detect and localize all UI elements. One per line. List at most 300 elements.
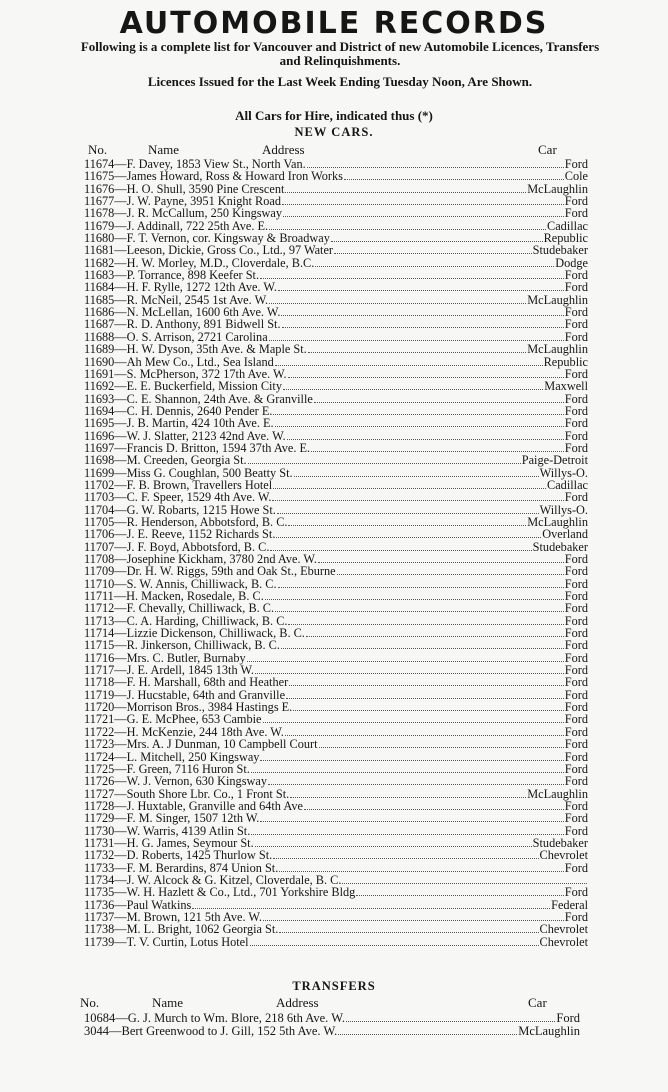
column-no: No. bbox=[88, 142, 108, 157]
owner-address: Bert Greenwood to J. Gill, 152 5th Ave. W. bbox=[121, 1024, 338, 1038]
licence-number: 11706 bbox=[84, 527, 115, 542]
car-make: Ford bbox=[564, 675, 588, 690]
owner-address: Morrison Bros., 3984 Hastings E. bbox=[126, 700, 293, 715]
dot-leader bbox=[282, 196, 564, 205]
car-make: Ford bbox=[564, 194, 588, 209]
dash-separator: — bbox=[114, 687, 127, 702]
car-make: Ford bbox=[564, 626, 588, 641]
car-make: Ford bbox=[564, 823, 588, 838]
list-item bbox=[84, 356, 588, 368]
dash-separator: — bbox=[114, 169, 127, 184]
list-item bbox=[84, 380, 588, 392]
list-item bbox=[84, 318, 588, 330]
car-make: Ford bbox=[564, 712, 588, 727]
licence-number: 11720 bbox=[84, 700, 115, 715]
car-make: Ford bbox=[564, 428, 588, 443]
licence-number: 11677 bbox=[84, 194, 115, 209]
car-make: Federal bbox=[551, 897, 588, 912]
dash-separator: — bbox=[114, 317, 127, 332]
list-item bbox=[84, 417, 588, 429]
dash-separator: — bbox=[109, 1024, 122, 1038]
licence-number: 11702 bbox=[84, 477, 115, 492]
owner-address: C. F. Speer, 1529 4th Ave. W. bbox=[126, 490, 272, 505]
dot-leader bbox=[250, 937, 539, 946]
dot-leader bbox=[270, 542, 531, 551]
car-make: Ford bbox=[564, 576, 588, 591]
car-make: Ford bbox=[564, 860, 588, 875]
dot-leader bbox=[337, 566, 564, 575]
licence-number: 11679 bbox=[84, 218, 115, 233]
dot-leader bbox=[279, 863, 563, 872]
car-make: Ford bbox=[564, 798, 588, 813]
owner-address: N. McLellan, 1600 6th Ave. W. bbox=[126, 305, 281, 320]
licence-number: 11732 bbox=[84, 848, 115, 863]
dash-separator: — bbox=[114, 626, 127, 641]
dot-leader bbox=[319, 739, 564, 748]
licence-number: 11704 bbox=[84, 502, 115, 517]
licence-number: 11698 bbox=[84, 453, 115, 468]
dot-leader bbox=[307, 159, 564, 168]
dash-separator: — bbox=[114, 539, 127, 554]
dot-leader bbox=[344, 171, 564, 180]
dot-leader bbox=[331, 233, 543, 242]
owner-address: J. Addinall, 722 25th Ave. E. bbox=[126, 218, 269, 233]
licence-number: 11719 bbox=[84, 687, 115, 702]
list-item bbox=[84, 676, 588, 688]
owner-address: H. O. Shull, 3590 Pine Crescent bbox=[126, 181, 285, 196]
column-name: Name bbox=[152, 995, 184, 1010]
licence-number: 11688 bbox=[84, 329, 115, 344]
owner-address: J. B. Martin, 424 10th Ave. E. bbox=[126, 416, 274, 431]
list-item bbox=[84, 343, 588, 355]
owner-address: H. G. James, Seymour St. bbox=[126, 835, 254, 850]
list-item bbox=[84, 713, 588, 725]
dash-separator: — bbox=[114, 342, 127, 357]
dot-leader bbox=[356, 887, 563, 896]
column-no: No. bbox=[80, 995, 100, 1010]
list-item bbox=[84, 738, 588, 750]
car-make: Ford bbox=[564, 391, 588, 406]
page-title: AUTOMOBILE RECORDS bbox=[119, 6, 549, 41]
licence-number: 11685 bbox=[84, 292, 115, 307]
owner-address: H. W. Morley, M.D., Cloverdale, B.C. bbox=[126, 255, 315, 270]
car-make: Paige-Detroit bbox=[521, 453, 588, 468]
owner-address: Mrs. A. J Dunman, 10 Campbell Court bbox=[126, 737, 318, 752]
dot-leader bbox=[263, 714, 564, 723]
column-car: Car bbox=[528, 995, 547, 1010]
column-name: Name bbox=[148, 142, 180, 157]
list-item bbox=[84, 775, 588, 787]
owner-address: S. W. Annis, Chilliwack, B. C. bbox=[126, 576, 277, 591]
dash-separator: — bbox=[114, 477, 127, 492]
owner-address: Francis D. Britton, 1594 37th Ave. E. bbox=[126, 440, 311, 455]
licence-number: 11735 bbox=[84, 885, 115, 900]
licence-number: 11712 bbox=[84, 601, 115, 616]
dash-separator: — bbox=[114, 675, 127, 690]
dash-separator: — bbox=[114, 786, 127, 801]
transfers-heading: TRANSFERS bbox=[292, 979, 376, 993]
owner-address: S. McPherson, 372 17th Ave. W. bbox=[126, 366, 287, 381]
dot-leader bbox=[338, 1026, 517, 1035]
licence-number: 11676 bbox=[84, 181, 115, 196]
dot-leader bbox=[288, 369, 564, 378]
car-make: Studebaker bbox=[532, 835, 588, 850]
owner-address: G. W. Robarts, 1215 Howe St. bbox=[126, 502, 276, 517]
car-make: Ford bbox=[564, 638, 588, 653]
dot-leader bbox=[255, 665, 564, 674]
dash-separator: — bbox=[114, 872, 127, 887]
dash-separator: — bbox=[114, 206, 127, 221]
car-make: Studebaker bbox=[532, 243, 588, 258]
owner-address: F. H. Marshall, 68th and Heather bbox=[126, 675, 289, 690]
licence-number: 11674 bbox=[84, 157, 115, 171]
dot-leader bbox=[251, 764, 564, 773]
owner-address: J. W. Payne, 3951 Knight Road bbox=[126, 194, 281, 209]
list-item bbox=[84, 170, 588, 182]
licence-number: 11727 bbox=[84, 786, 115, 801]
licence-number: 11708 bbox=[84, 552, 115, 566]
owner-address: R. Henderson, Abbotsford, B. C. bbox=[126, 514, 288, 529]
dash-separator: — bbox=[114, 576, 127, 591]
car-make: Ford bbox=[564, 737, 588, 752]
licence-number: 11738 bbox=[84, 922, 115, 937]
list-item bbox=[84, 244, 588, 256]
dot-leader bbox=[289, 677, 564, 686]
list-item bbox=[84, 602, 588, 614]
dot-leader bbox=[285, 184, 526, 193]
car-make: Ford bbox=[564, 329, 588, 344]
column-address: Address bbox=[262, 142, 305, 157]
owner-address: W. H. Hazlett & Co., Ltd., 701 Yorkshire Bldg bbox=[126, 885, 356, 900]
owner-address: W. Warris, 4139 Atlin St. bbox=[126, 823, 251, 838]
dash-separator: — bbox=[114, 552, 127, 566]
car-make: McLaughlin bbox=[527, 786, 588, 801]
car-make: Ford bbox=[564, 601, 588, 616]
dot-leader bbox=[288, 616, 563, 625]
dot-leader bbox=[255, 838, 532, 847]
dash-separator: — bbox=[114, 712, 127, 727]
dash-separator: — bbox=[114, 934, 127, 949]
owner-address: M. L. Bright, 1062 Georgia St. bbox=[126, 922, 279, 937]
owner-address: F. M. Singer, 1507 12th W. bbox=[126, 811, 260, 826]
dash-separator: — bbox=[114, 798, 127, 813]
licence-number: 11722 bbox=[84, 724, 115, 739]
dot-leader bbox=[287, 431, 564, 440]
car-make: Ford bbox=[564, 280, 588, 295]
owner-address: H. Macken, Rosedale, B. C. bbox=[126, 589, 264, 604]
owner-address: J. E. Reeve, 1152 Richards St. bbox=[126, 527, 276, 542]
car-make: Ford bbox=[564, 589, 588, 604]
transfers-list bbox=[84, 1012, 580, 1038]
dash-separator: — bbox=[114, 650, 127, 665]
dot-leader bbox=[282, 319, 564, 328]
dot-leader bbox=[294, 468, 539, 477]
licence-number: 10684 bbox=[84, 1011, 116, 1025]
dot-leader bbox=[334, 245, 532, 254]
owner-address: James Howard, Ross & Howard Iron Works bbox=[126, 169, 343, 184]
dot-leader bbox=[288, 517, 526, 526]
dot-leader bbox=[263, 912, 564, 921]
licence-number: 11739 bbox=[84, 934, 115, 949]
licence-number: 11705 bbox=[84, 514, 115, 529]
licence-number: 11724 bbox=[84, 749, 115, 764]
licence-number: 11721 bbox=[84, 712, 115, 727]
car-make: Ford bbox=[564, 724, 588, 739]
column-address: Address bbox=[276, 995, 319, 1010]
owner-address: J. Hucstable, 64th and Granville bbox=[126, 687, 286, 702]
dash-separator: — bbox=[114, 502, 127, 517]
licence-number: 11731 bbox=[84, 835, 115, 850]
licence-number: 11729 bbox=[84, 811, 115, 826]
car-make: Ford bbox=[564, 761, 588, 776]
list-item bbox=[84, 454, 588, 466]
dash-separator: — bbox=[114, 601, 127, 616]
list-item bbox=[84, 1025, 580, 1038]
car-make: Overland bbox=[542, 527, 588, 542]
licence-number: 11683 bbox=[84, 268, 115, 283]
dot-leader bbox=[269, 295, 526, 304]
owner-address: G. E. McPhee, 653 Cambie bbox=[126, 712, 262, 727]
owner-address: M. Creeden, Georgia St. bbox=[126, 453, 247, 468]
dash-separator: — bbox=[114, 823, 127, 838]
dot-leader bbox=[275, 603, 564, 612]
car-make: Ford bbox=[564, 305, 588, 320]
dot-leader bbox=[276, 529, 541, 538]
dash-separator: — bbox=[114, 354, 127, 369]
dot-leader bbox=[346, 1013, 555, 1022]
dot-leader bbox=[290, 789, 526, 798]
list-item bbox=[84, 812, 588, 824]
dash-separator: — bbox=[114, 514, 127, 529]
intro-text: Following is a complete list for Vancouver and District of new Automobile Licences, Transfers and Relinquishments. bbox=[80, 39, 600, 68]
owner-address: H. F. Rylle, 1272 12th Ave. W. bbox=[126, 280, 277, 295]
dash-separator: — bbox=[114, 527, 127, 542]
list-item bbox=[84, 923, 588, 935]
owner-address: F. Chevally, Chilliwack, B. C. bbox=[126, 601, 275, 616]
car-make: Dodge bbox=[555, 255, 588, 270]
car-make: Ford bbox=[556, 1011, 580, 1025]
car-make: Ford bbox=[564, 613, 588, 628]
dot-leader bbox=[283, 208, 564, 217]
licence-number: 11710 bbox=[84, 576, 115, 591]
car-make: Ford bbox=[564, 552, 588, 566]
car-make: Cadillac bbox=[547, 477, 588, 492]
dash-separator: — bbox=[114, 255, 127, 270]
licence-number: 11684 bbox=[84, 280, 115, 295]
owner-address: L. Mitchell, 250 Kingsway bbox=[126, 749, 260, 764]
dot-leader bbox=[286, 690, 564, 699]
list-item bbox=[84, 565, 588, 577]
car-make: Studebaker bbox=[532, 539, 588, 554]
car-make: Ford bbox=[564, 749, 588, 764]
dash-separator: — bbox=[114, 157, 127, 171]
dash-separator: — bbox=[114, 416, 127, 431]
dot-leader bbox=[283, 381, 543, 390]
dash-separator: — bbox=[114, 909, 127, 924]
owner-address: F. Davey, 1853 View St., North Van. bbox=[126, 157, 306, 171]
car-make: Ford bbox=[564, 885, 588, 900]
dash-separator: — bbox=[114, 897, 127, 912]
dot-leader bbox=[273, 406, 563, 415]
licence-number: 11725 bbox=[84, 761, 115, 776]
licence-number: 11726 bbox=[84, 774, 115, 789]
owner-address: F. B. Brown, Travellers Hotel bbox=[126, 477, 273, 492]
car-make: Ford bbox=[564, 811, 588, 826]
transfers-column-header bbox=[0, 996, 668, 1010]
licence-number: 11711 bbox=[84, 589, 114, 604]
list-item bbox=[84, 849, 588, 861]
dash-separator: — bbox=[114, 440, 127, 455]
owner-address: T. V. Curtin, Lotus Hotel bbox=[126, 934, 249, 949]
dash-separator: — bbox=[114, 366, 127, 381]
licence-number: 11689 bbox=[84, 342, 115, 357]
car-make: Ford bbox=[564, 663, 588, 678]
licence-number: 11733 bbox=[84, 860, 115, 875]
owner-address: Ah Mew Co., Ltd., Sea Island bbox=[126, 354, 274, 369]
owner-address: Lizzie Dickenson, Chilliwack, B. C. bbox=[126, 626, 305, 641]
car-make: Ford bbox=[564, 366, 588, 381]
dash-separator: — bbox=[114, 243, 127, 258]
car-make: Ford bbox=[564, 490, 588, 505]
dash-separator: — bbox=[114, 194, 127, 209]
dot-leader bbox=[260, 752, 563, 761]
dot-leader bbox=[279, 924, 538, 933]
licence-number: 11675 bbox=[84, 169, 115, 184]
car-make: Willys-O. bbox=[539, 465, 588, 480]
dash-separator: — bbox=[114, 737, 127, 752]
dot-leader bbox=[273, 480, 546, 489]
car-make: Ford bbox=[564, 774, 588, 789]
owner-address: R. Jinkerson, Chilliwack, B. C. bbox=[126, 638, 280, 653]
dot-leader bbox=[315, 258, 554, 267]
list-item bbox=[84, 207, 588, 219]
dash-separator: — bbox=[114, 922, 127, 937]
owner-address: O. S. Arrison, 2721 Carolina bbox=[126, 329, 268, 344]
car-make: Ford bbox=[564, 403, 588, 418]
list-item bbox=[84, 281, 588, 293]
new-cars-column-header bbox=[0, 143, 668, 157]
licence-number: 11714 bbox=[84, 626, 115, 641]
licence-number: 11715 bbox=[84, 638, 115, 653]
owner-address: Dr. H. W. Riggs, 59th and Oak St., Eburne bbox=[126, 564, 336, 579]
dot-leader bbox=[278, 579, 564, 588]
licence-number: 11681 bbox=[84, 243, 115, 258]
dash-separator: — bbox=[114, 761, 127, 776]
dot-leader bbox=[311, 443, 564, 452]
owner-address: J. F. Boyd, Abbotsford, B. C. bbox=[126, 539, 270, 554]
licence-number: 3044 bbox=[84, 1024, 109, 1038]
car-make: Ford bbox=[564, 700, 588, 715]
dot-leader bbox=[275, 418, 564, 427]
dot-leader bbox=[247, 653, 564, 662]
dash-separator: — bbox=[114, 280, 127, 295]
licence-number: 11690 bbox=[84, 354, 115, 369]
licence-number: 11692 bbox=[84, 379, 115, 394]
column-car: Car bbox=[538, 142, 557, 157]
dash-separator: — bbox=[114, 490, 127, 505]
licence-number: 11717 bbox=[84, 663, 115, 678]
list-item bbox=[84, 528, 588, 540]
owner-address: Miss G. Coughlan, 500 Beatty St. bbox=[126, 465, 293, 480]
dash-separator: — bbox=[114, 329, 127, 344]
owner-address: J. E. Ardell, 1845 13th W. bbox=[126, 663, 255, 678]
owner-address: W. J. Slatter, 2123 42nd Ave. W. bbox=[126, 428, 286, 443]
dot-leader bbox=[342, 875, 587, 884]
car-make: McLaughlin bbox=[527, 342, 588, 357]
car-make: Ford bbox=[564, 416, 588, 431]
owner-address: C. H. Dennis, 2640 Pender E. bbox=[126, 403, 273, 418]
dash-separator: — bbox=[114, 453, 127, 468]
dot-leader bbox=[314, 394, 564, 403]
owner-address: F. Green, 7116 Huron St. bbox=[126, 761, 250, 776]
dot-leader bbox=[318, 554, 564, 563]
car-make: Ford bbox=[564, 650, 588, 665]
owner-address: South Shore Lbr. Co., 1 Front St. bbox=[126, 786, 290, 801]
dot-leader bbox=[308, 344, 526, 353]
owner-address: G. J. Murch to Wm. Blore, 218 6th Ave. W. bbox=[127, 1011, 345, 1025]
owner-address: D. Roberts, 1425 Thurlow St. bbox=[126, 848, 273, 863]
dash-separator: — bbox=[114, 811, 127, 826]
owner-address: F. M. Berardins, 874 Union St. bbox=[126, 860, 279, 875]
owner-address: Josephine Kickham, 3780 2nd Ave. W. bbox=[126, 552, 317, 566]
car-make: Willys-O. bbox=[539, 502, 588, 517]
dash-separator: — bbox=[114, 305, 127, 320]
list-item bbox=[84, 751, 588, 763]
dash-separator: — bbox=[114, 218, 127, 233]
car-make: Ford bbox=[564, 206, 588, 221]
car-make: Ford bbox=[564, 909, 588, 924]
licence-number: 11734 bbox=[84, 872, 115, 887]
dash-separator: — bbox=[114, 848, 127, 863]
dot-leader bbox=[281, 640, 564, 649]
owner-address: F. T. Vernon, cor. Kingsway & Broadway bbox=[126, 231, 330, 246]
dot-leader bbox=[285, 727, 564, 736]
car-make: Republic bbox=[543, 354, 588, 369]
dot-leader bbox=[273, 850, 538, 859]
dash-separator: — bbox=[114, 181, 127, 196]
new-cars-heading: NEW CARS. bbox=[294, 125, 374, 139]
dash-separator: — bbox=[114, 663, 127, 678]
licence-number: 11693 bbox=[84, 391, 115, 406]
dot-leader bbox=[269, 332, 564, 341]
dot-leader bbox=[275, 357, 543, 366]
car-make: Ford bbox=[564, 564, 588, 579]
dot-leader bbox=[248, 455, 521, 464]
licence-number: 11680 bbox=[84, 231, 115, 246]
dot-leader bbox=[260, 813, 563, 822]
dash-separator: — bbox=[114, 379, 127, 394]
car-make: McLaughlin bbox=[527, 514, 588, 529]
list-item bbox=[84, 886, 588, 898]
owner-address: R. McNeil, 2545 1st Ave. W. bbox=[126, 292, 269, 307]
licence-number: 11696 bbox=[84, 428, 115, 443]
dash-separator: — bbox=[114, 268, 127, 283]
dash-separator: — bbox=[114, 700, 127, 715]
dash-separator: — bbox=[114, 564, 127, 579]
car-make: Ford bbox=[564, 268, 588, 283]
licence-number: 11697 bbox=[84, 440, 115, 455]
dot-leader bbox=[277, 505, 539, 514]
car-make: Maxwell bbox=[544, 379, 588, 394]
dash-separator: — bbox=[114, 231, 127, 246]
owner-address: P. Torrance, 898 Keefer St. bbox=[126, 268, 260, 283]
list-item bbox=[84, 491, 588, 503]
dash-separator: — bbox=[114, 774, 127, 789]
licence-number: 11730 bbox=[84, 823, 115, 838]
dash-separator: — bbox=[114, 749, 127, 764]
car-make: Ford bbox=[564, 687, 588, 702]
licence-number: 11707 bbox=[84, 539, 115, 554]
